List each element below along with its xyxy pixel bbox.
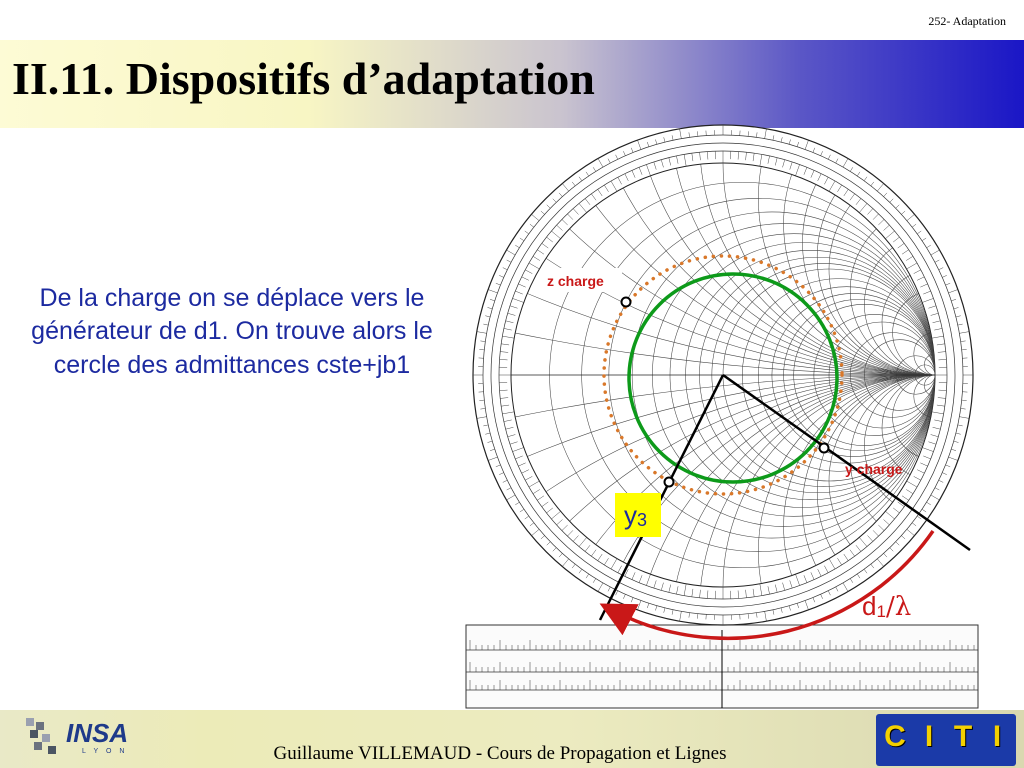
y3-point [665, 478, 674, 487]
y3-label: y3 [624, 500, 648, 530]
z-charge-label: z charge [547, 273, 604, 289]
citi-letter-c: C [884, 720, 906, 753]
y-charge-label: y charge [845, 461, 903, 477]
y-charge-point [820, 444, 829, 453]
insa-logo-word: INSA [66, 718, 129, 748]
d1-lambda-label: d1/λ [862, 591, 912, 622]
footer-text: Guillaume VILLEMAUD - Cours de Propagation et Lignes [273, 743, 727, 764]
citi-logo [876, 714, 1016, 766]
insa-emblem-icon [22, 712, 64, 760]
insa-logo [22, 712, 134, 762]
z-charge-point [622, 298, 631, 307]
citi-letter-i2: I [992, 720, 1002, 753]
insa-logo-sub: L Y O N [82, 748, 128, 755]
citi-letter-i1: I [924, 720, 934, 753]
slide-title: II.11. Dispositifs d’adaptation [12, 53, 595, 104]
page-label: 252- Adaptation [928, 14, 1006, 28]
citi-letter-t: T [953, 720, 973, 753]
body-text: De la charge on se déplace vers le générateur de d1. On trouve alors le cercle des admittances cste+jb1 [31, 284, 433, 379]
